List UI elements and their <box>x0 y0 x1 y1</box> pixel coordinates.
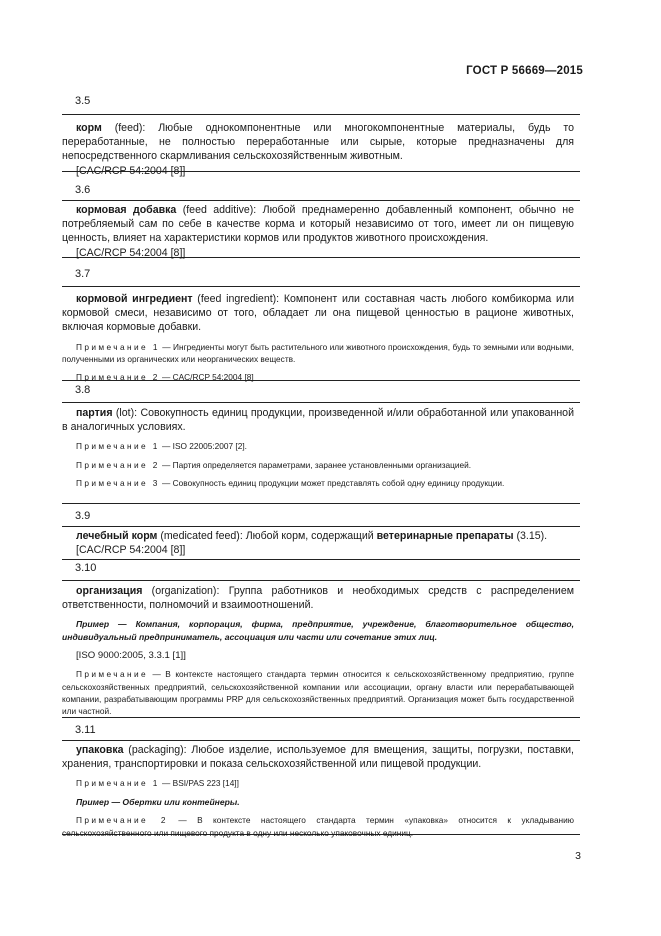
note-label: Примечание <box>76 669 149 680</box>
term-english: (lot): <box>112 407 138 419</box>
term-english: (feed): <box>101 122 146 134</box>
note-label: Примечание 2 <box>76 372 160 383</box>
note-text: — CAC/RCP 54:2004 [8] <box>159 372 254 383</box>
definition-text: Любые однокомпонентные или многокомпонентные материалы, будь то переработанные, не полностью переработанные или сырые, которые предназначены для непосредственного скармливания сельскохозяйственным животным. <box>62 122 574 163</box>
definition <box>62 121 574 164</box>
section-number: 3.5 <box>75 95 91 107</box>
note-text: — BSI/PAS 223 [14]] <box>159 778 239 789</box>
definition <box>62 203 574 246</box>
note-label: Примечание 1 <box>76 778 160 789</box>
note <box>62 459 574 471</box>
document-header: ГОСТ Р 56669—2015 <box>466 65 583 77</box>
term-english: (feed additive): <box>176 204 257 216</box>
section-number: 3.6 <box>75 184 91 196</box>
cross-reference-term: ветеринарные препараты <box>376 530 514 542</box>
term-english: (packaging): <box>123 744 187 756</box>
page-number: 3 <box>575 850 581 862</box>
definition-text: Компонент или составная часть любого комбикорма или кормовой смеси, независимо от того, обладает ли она пищевой ценностью в рационе животных, включая кормовые добавки. <box>62 293 574 334</box>
definition-tail: (3.15). <box>513 530 548 542</box>
definition-text: Группа работников и необходимых средств с распределением ответственности, полномочий и взаимоотношений. <box>62 585 574 612</box>
term-entry-feed <box>62 114 580 177</box>
reference: [CAC/RCP 54:2004 [8]] <box>76 544 186 557</box>
term: кормовой ингредиент <box>76 293 193 305</box>
definition <box>62 584 574 612</box>
note-label: Примечание 1 <box>76 341 160 352</box>
example: Пример — Компания, корпорация, фирма, предприятие, учреждение, благотворительное общество, индивидуальный предприниматель, ассоциация или части или сочетание этих лиц. <box>62 619 574 642</box>
term-english: (feed ingredient): <box>192 293 280 305</box>
definition-text: Любой корм, содержащий <box>242 530 377 542</box>
note <box>62 371 574 383</box>
note-text: — Совокупность единиц продукции может представлять собой одну единицу продукции. <box>159 478 505 489</box>
section-number: 3.10 <box>75 562 97 574</box>
note-label: Примечание 3 <box>76 478 160 489</box>
term: лечебный корм <box>76 530 158 542</box>
note-label: Примечание 2 <box>76 815 168 826</box>
note-text: — ISO 22005:2007 [2]. <box>159 441 247 452</box>
note-text: — Ингредиенты могут быть растительного или животного происхождения, будь то земными или водными, полученными из органических или неорганических веществ. <box>62 341 574 365</box>
example: Пример — Обертки или контейнеры. <box>76 796 240 807</box>
term: кормовая добавка <box>76 204 177 216</box>
note-text: — В контексте настоящего стандарта термин «упаковка» относится к укладыванию сельскохозяйственного или пищевого продукта в одну или несколько упаковочных единиц. <box>62 815 574 838</box>
note-text: — Партия определяется параметрами, заранее установленными организацией. <box>159 459 472 470</box>
reference: [ISO 9000:2005, 3.3.1 [1]] <box>76 650 186 662</box>
term-english: (organization): <box>142 585 220 597</box>
reference: [CAC/RCP 54:2004 [8]] <box>76 246 186 259</box>
note-label: Примечание 1 <box>76 441 160 452</box>
term-entry-feed-ingredient <box>62 286 580 381</box>
note <box>62 477 574 489</box>
definition <box>62 406 574 434</box>
term: упаковка <box>76 744 124 756</box>
definition <box>62 292 574 335</box>
section-number: 3.8 <box>75 384 91 396</box>
term-entry-feed-additive <box>62 200 580 258</box>
section-number: 3.7 <box>75 268 91 280</box>
term-entry-organization <box>62 580 580 718</box>
note <box>62 341 574 366</box>
definition-text: Совокупность единиц продукции, произведенной и/или обработанной или упакованной в аналогичных условиях. <box>62 407 574 434</box>
note <box>62 814 574 839</box>
note <box>62 668 574 718</box>
note-label: Примечание 2 <box>76 459 160 470</box>
term: партия <box>76 407 113 419</box>
definition <box>62 743 574 771</box>
term: корм <box>76 122 102 134</box>
section-number: 3.9 <box>75 510 91 522</box>
definition-text: Любой преднамеренно добавленный компонент, обычно не потребляемый сам по себе в качестве корма и который независимо от того, имеет ли он пищевую ценность, влияет на характеристики кормов или продуктов животного происхождения. <box>62 204 574 245</box>
definition <box>62 529 574 543</box>
term-entry-medicated-feed <box>62 526 580 560</box>
note-text: — В контексте настоящего стандарта термин относится к сельскохозяйственному предприятию, группе сельскохозяйственных предприятий, сельскохозяйственной компании или ассоциации, органу власти или перерабатывающей компании, разрабатывающим программы PRP для сельскохозяйственных предприятий. Организация может быть государственной или частной. <box>62 669 574 717</box>
term-entry-packaging <box>62 740 580 838</box>
note <box>62 777 574 789</box>
reference: [CAC/RCP 54:2004 [8]] <box>76 164 186 177</box>
term-english: (medicated feed): <box>157 530 243 542</box>
definition-text: Любое изделие, используемое для вмещения, защиты, погрузки, поставки, хранения, транспортировки и показа сельскохозяйственной или пищевой продукции. <box>62 744 574 771</box>
note <box>62 440 574 452</box>
term: организация <box>76 585 143 597</box>
section-number: 3.11 <box>75 724 96 736</box>
term-entry-lot <box>62 402 580 504</box>
